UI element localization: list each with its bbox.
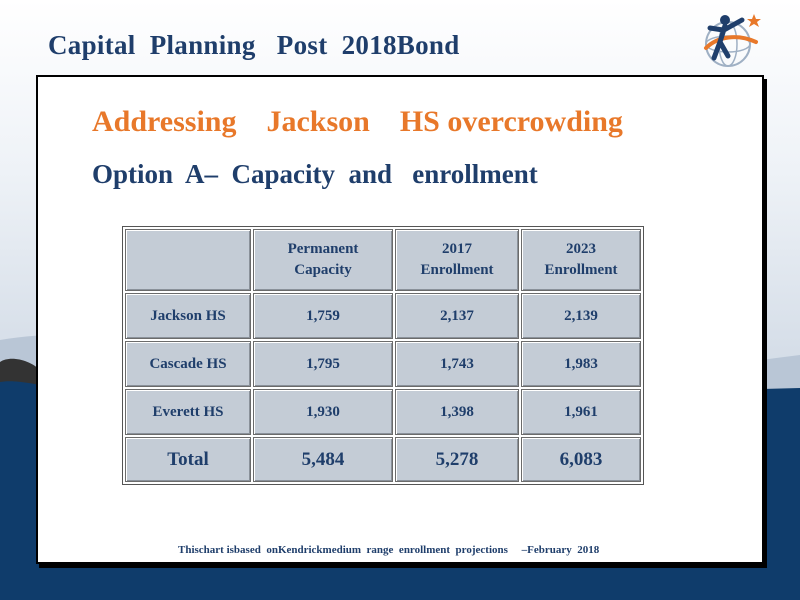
header-cell-capacity: Permanent Capacity	[253, 229, 393, 291]
enrollment-2023-cell: 1,961	[521, 389, 641, 435]
total-capacity-cell: 5,484	[253, 437, 393, 482]
capacity-cell: 1,759	[253, 293, 393, 339]
total-2017-cell: 5,278	[395, 437, 519, 482]
slide-title: Addressing Jackson HS overcrowding	[92, 105, 623, 138]
capacity-enrollment-table	[123, 227, 643, 484]
enrollment-2017-cell: 1,398	[395, 389, 519, 435]
total-label-cell: Total	[125, 437, 251, 482]
slide-subtitle: Option A– Capacity and enrollment	[92, 159, 538, 189]
enrollment-2023-cell: 2,139	[521, 293, 641, 339]
capacity-cell: 1,930	[253, 389, 393, 435]
header-cell-blank	[125, 229, 251, 291]
enrollment-2017-cell: 1,743	[395, 341, 519, 387]
enrollment-2023-cell: 1,983	[521, 341, 641, 387]
table-row	[125, 389, 641, 435]
table-header-row	[125, 229, 641, 291]
header-cell-2017: 2017 Enrollment	[395, 229, 519, 291]
school-name-cell: Everett HS	[125, 389, 251, 435]
slide-card	[36, 75, 764, 564]
school-name-cell: Jackson HS	[125, 293, 251, 339]
table-total-row	[125, 437, 641, 482]
header-cell-2023: 2023 Enrollment	[521, 229, 641, 291]
table-row	[125, 293, 641, 339]
total-2023-cell: 6,083	[521, 437, 641, 482]
capacity-cell: 1,795	[253, 341, 393, 387]
enrollment-2017-cell: 2,137	[395, 293, 519, 339]
header-title: Capital Planning Post 2018Bond	[48, 30, 460, 60]
person-star-globe-logo	[698, 6, 764, 72]
school-name-cell: Cascade HS	[125, 341, 251, 387]
footnote: Thischart isbased onKendrickmedium range enrollment projections –February 2018	[178, 544, 600, 556]
table-row	[125, 341, 641, 387]
